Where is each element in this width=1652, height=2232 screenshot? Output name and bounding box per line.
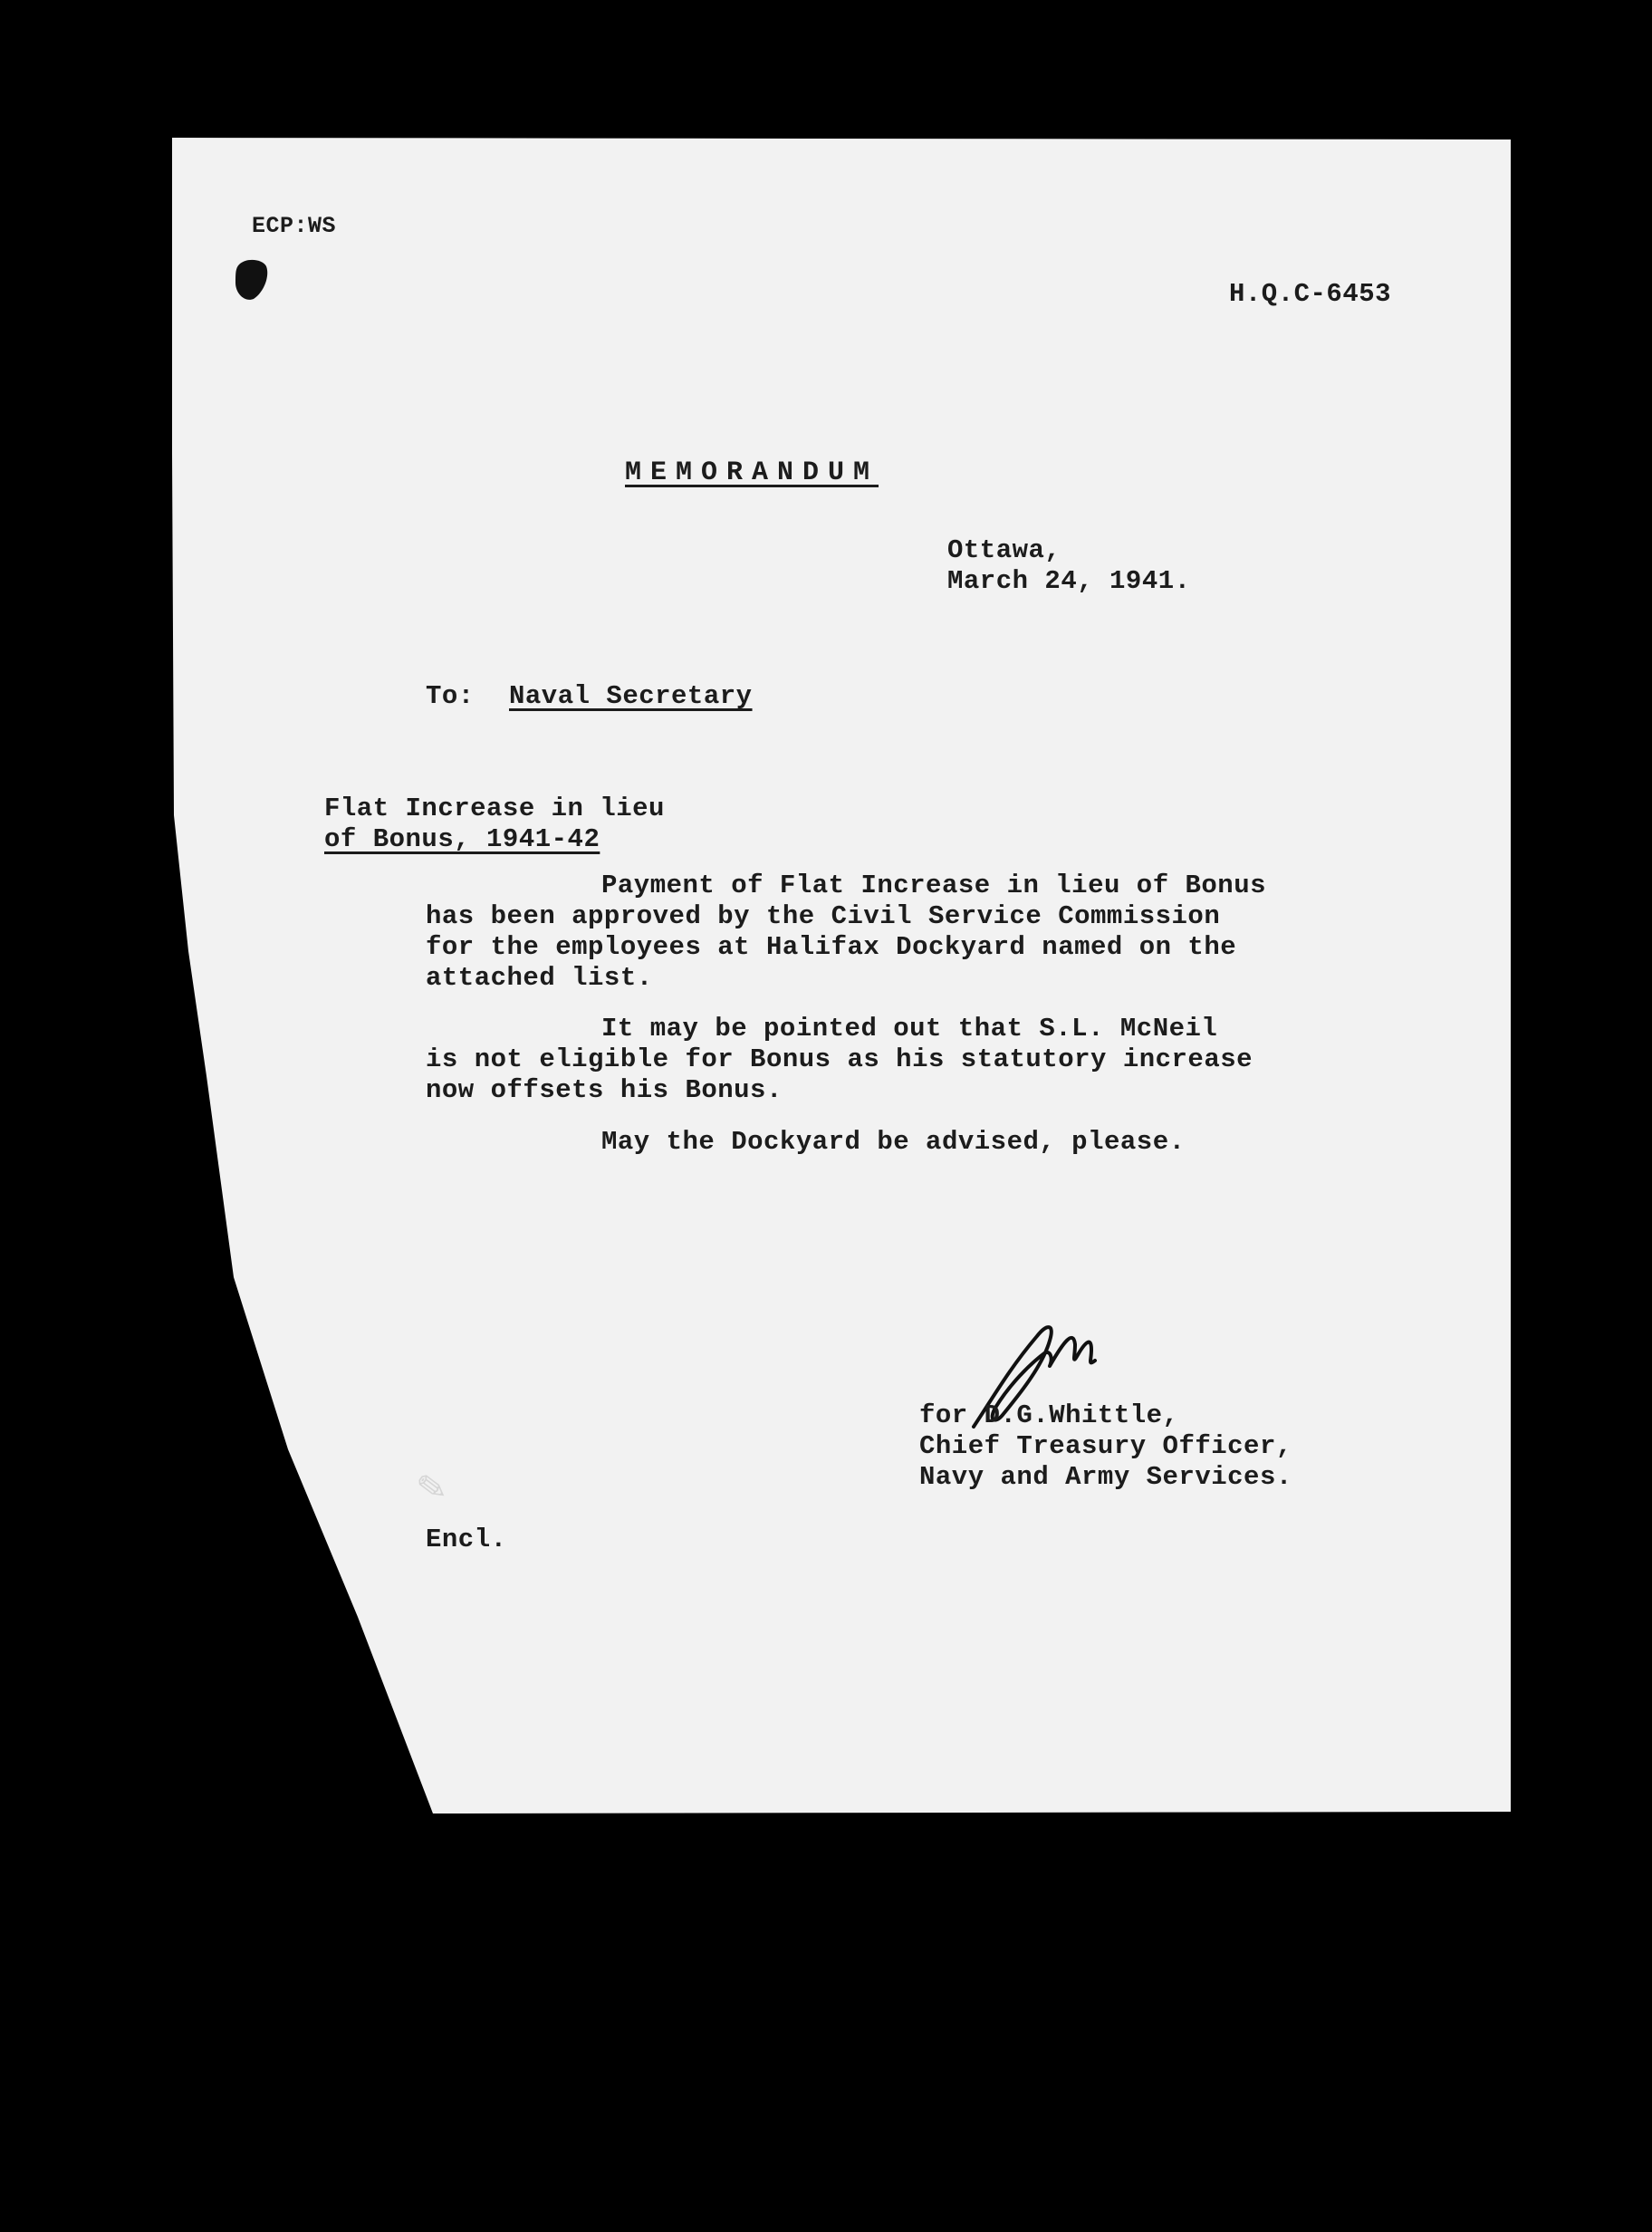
place-line: Ottawa, — [947, 535, 1061, 565]
para3-line: May the Dockyard be advised, please. — [601, 1127, 1186, 1157]
enclosure-note: Encl. — [426, 1525, 507, 1554]
subject-line-2: of Bonus, 1941-42 — [324, 824, 600, 854]
signature-line-2: Chief Treasury Officer, — [919, 1431, 1292, 1461]
recipient-name: Naval Secretary — [509, 681, 753, 711]
para1-line-3: for the employees at Halifax Dockyard named on the — [426, 932, 1237, 962]
para2-line-2: is not eligible for Bonus as his statutory increase — [426, 1044, 1253, 1074]
para1-line-4: attached list. — [426, 963, 653, 993]
reference-initials: ECP:WS — [252, 213, 337, 239]
para2-line-3: now offsets his Bonus. — [426, 1075, 783, 1105]
to-label: To: — [426, 681, 475, 711]
ink-blot — [234, 257, 270, 303]
date-line: March 24, 1941. — [947, 566, 1191, 596]
subject-line-1: Flat Increase in lieu — [324, 794, 665, 823]
file-number: H.Q.C-6453 — [1229, 279, 1392, 309]
signature-line-3: Navy and Army Services. — [919, 1462, 1292, 1492]
para1-line-1: Payment of Flat Increase in lieu of Bonus — [601, 871, 1267, 900]
memo-title: MEMORANDUM — [625, 457, 879, 488]
faint-pencil-mark: ✎ — [413, 1465, 450, 1512]
para1-line-2: has been approved by the Civil Service Commission — [426, 901, 1221, 931]
signature-line-1: for D.G.Whittle, — [919, 1400, 1179, 1430]
para2-line-1: It may be pointed out that S.L. McNeil — [601, 1014, 1218, 1044]
